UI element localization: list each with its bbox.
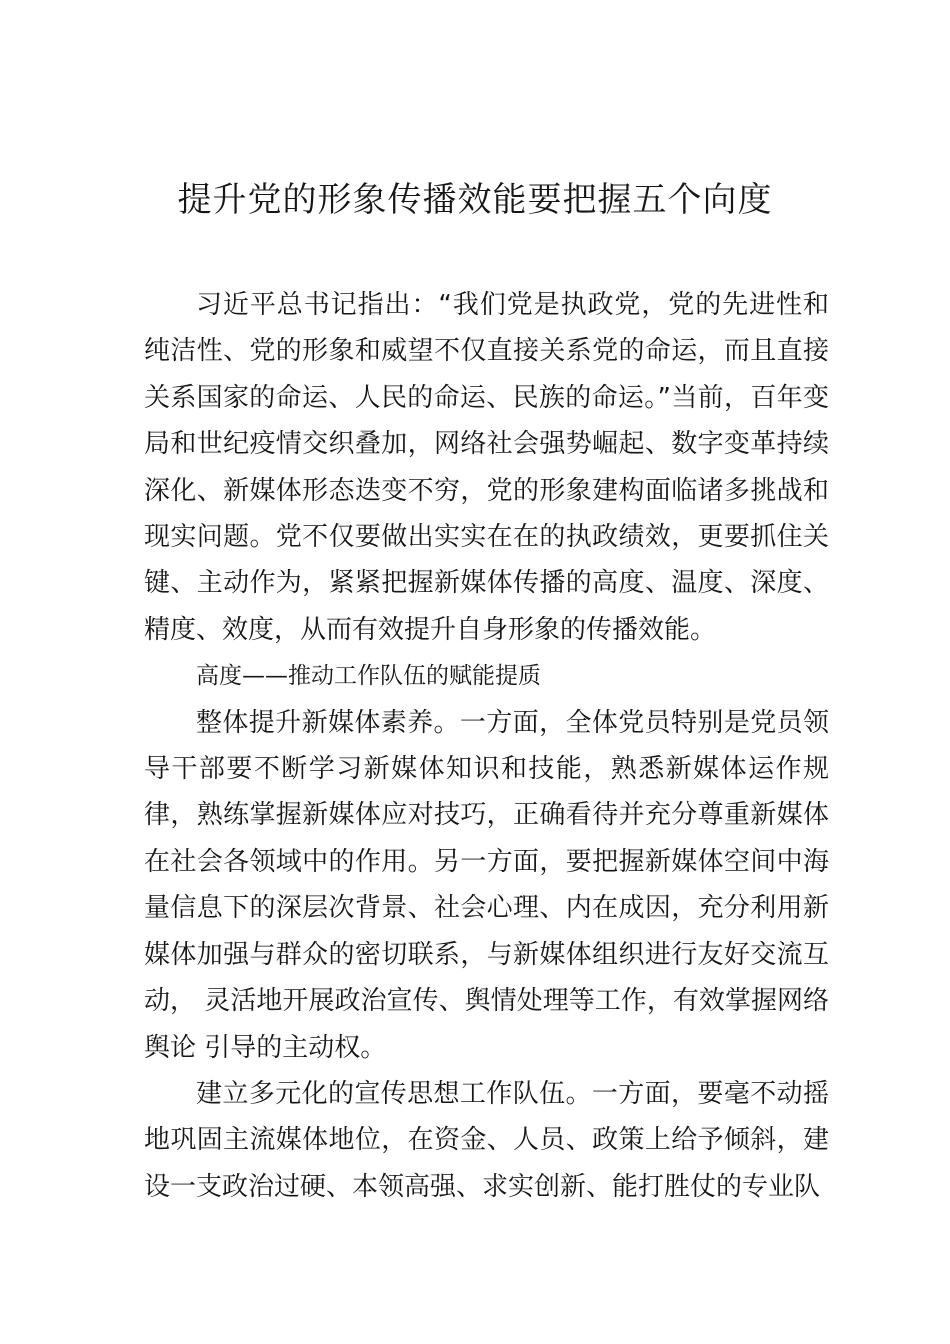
paragraph-propaganda-team: 建立多元化的宣传思想工作队伍。一方面，要毫不动摇地巩固主流媒体地位，在资金、人员、政策上给予倾斜，建设一支政治过硬、本领高强、求实创新、能打胜仗的专业队 [144, 1078, 829, 1202]
paragraph-media-literacy: 整体提升新媒体素养。一方面，全体党员特别是党员领导干部要不断学习新媒体知识和技能，熟悉新媒体运作规律，熟练掌握新媒体应对技巧，正确看待并充分尊重新媒体在社会各领域中的作用。另一方面，要把握新媒体空间中海量信息下的深层次背景、社会心理、内在成因，充分利用新媒体加强与群众的密切联系，与新媒体组织进行友好交流互动， 灵活地开展政治宣传、舆情处理等工作，有效掌握网络舆论 引导的主动权。 [144, 707, 829, 1063]
intro-paragraph: 习近平总书记指出：“我们党是执政党，党的先进性和纯洁性、党的形象和威望不仅直接关系党的命运，而且直接关系国家的命运、人民的命运、民族的命运。”当前，百年变局和世纪疫情交织叠加，网络社会强势崛起、数字变革持续深化、新媒体形态迭变不穷，党的形象建构面临诸多挑战和现实问题。党不仅要做出实实在在的执政绩效，更要抓住关键、主动作为，紧紧把握新媒体传播的高度、温度、深度、精度、效度，从而有效提升自身形象的传播效能。 [144, 290, 829, 645]
document-title: 提升党的形象传播效能要把握五个向度 [177, 180, 773, 220]
section-heading-height: 高度——推动工作队伍的赋能提质 [196, 663, 541, 690]
document-body [144, 282, 829, 1210]
